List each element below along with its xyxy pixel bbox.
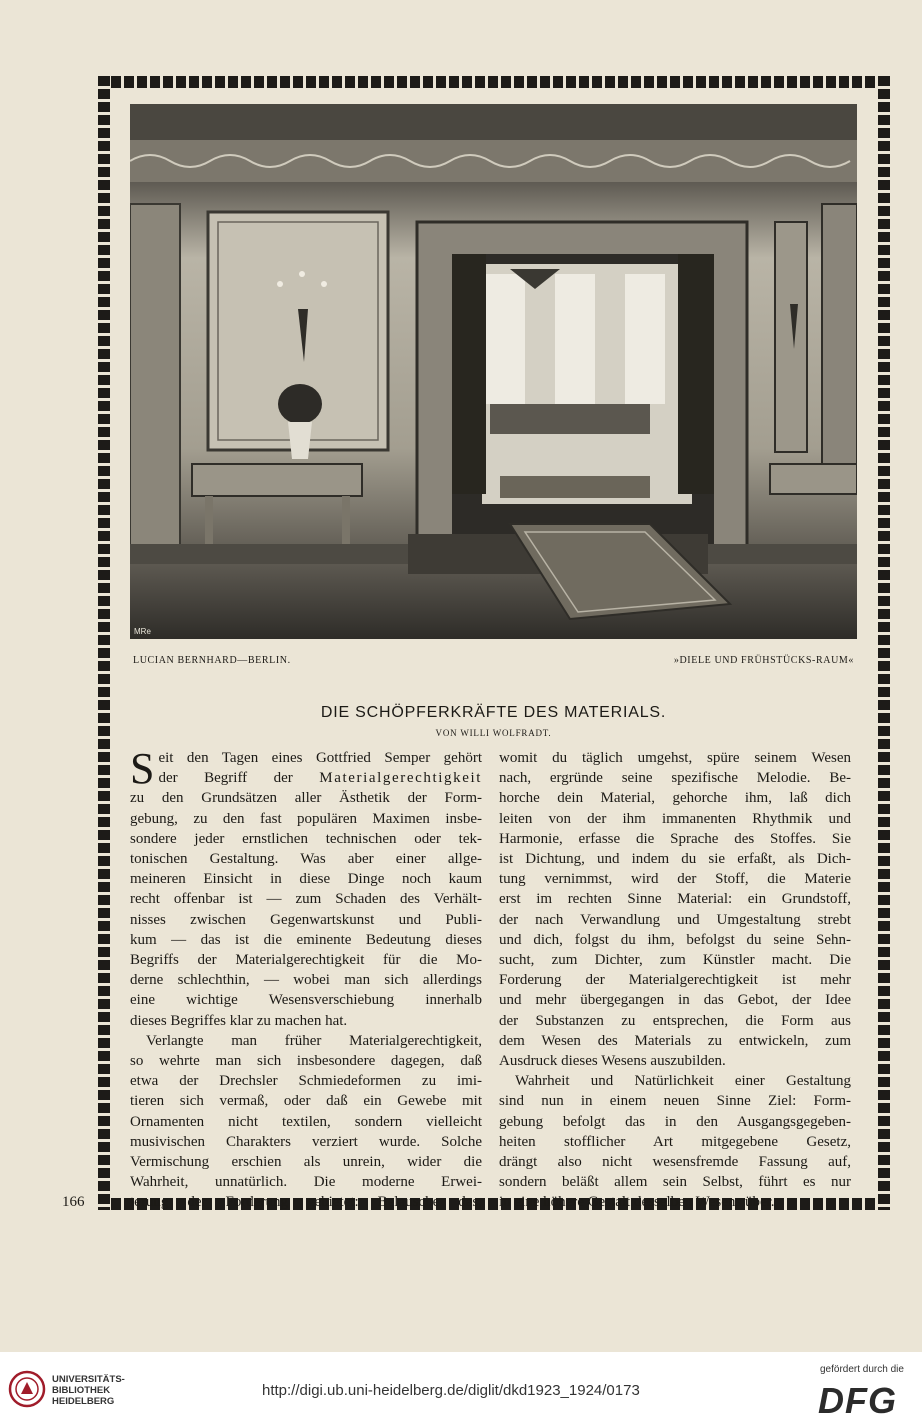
text-line: Verlangte man früher Materialgerechtigkeit, [146, 1032, 482, 1049]
text-line: und dich, folgst du ihm, befolgst du seine Sehn- [499, 931, 851, 948]
photo-caption-designer: LUCIAN BERNHARD—BERLIN. [133, 655, 291, 666]
text-line: eit den Tagen eines Gottfried Semper gehört [158, 750, 482, 766]
dfg-logo: DFG [818, 1380, 897, 1421]
text-line: sondere jeder ernstlichen technischen oder tek- [130, 830, 482, 847]
text-line: musivischen Charakters verziert wurde. Solche [130, 1133, 482, 1150]
institution-line: UNIVERSITÄTS- [52, 1374, 125, 1385]
text-line: zu den Grundsätzen aller Ästhetik der Form- [130, 790, 482, 807]
institution-name [52, 1374, 125, 1407]
ornamental-border-left [98, 76, 110, 1210]
text-line: womit du täglich umgehst, spüre seinem Wesen [499, 750, 851, 766]
text-line: recht offenbar ist — zum Schaden des Verhält- [130, 891, 482, 908]
text-line: Vermischung erschien als unrein, wider die [130, 1154, 482, 1171]
text-line: tieren sich vermaß, oder daß ein Gewebe mit [130, 1093, 482, 1110]
text-line: Wahrheit und Natürlichkeit einer Gestaltung [515, 1073, 851, 1090]
text-line: Wahrheit, unnatürlich. Die moderne Erwei- [130, 1174, 482, 1191]
text-line: kum — das ist die eminente Bedeutung dieses [130, 931, 482, 948]
permalink[interactable]: http://digi.ub.uni-heidelberg.de/diglit/dkd1923_1924/0173 [262, 1382, 640, 1399]
ornamental-border-top [98, 76, 890, 88]
interior-photograph [130, 104, 857, 639]
text-line: der Substanzen zu entsprechen, die Form aus [499, 1012, 851, 1029]
text-line: nisses zwischen Gegenwartskunst und Publi- [130, 911, 482, 928]
text-line: gebung, zu den fast populären Maximen insbe- [130, 810, 482, 827]
digitization-footer [0, 1352, 922, 1424]
text-line: nach, ergründe seine spezifische Melodie. Be- [499, 770, 851, 787]
text-line: in eine höhere Gestalt desselben Wesens über. [499, 1194, 775, 1211]
ornamental-border-right [878, 76, 890, 1210]
text-line: sucht, zum Dichter, zum Künstler macht. Die [499, 952, 851, 969]
text-line: eine wichtige Wesensverschiebung innerhalb [130, 992, 482, 1009]
text-line: derne schlechthin, — wobei man sich allerdings [130, 972, 482, 989]
photo-caption-room: »DIELE UND FRÜHSTÜCKS-RAUM« [673, 655, 854, 666]
text-line: Forderung der Materialgerechtigkeit ist mehr [499, 972, 851, 989]
funded-by-label: gefördert durch die [820, 1364, 904, 1375]
text-line: so wehrte man sich insbesondere dagegen, daß [130, 1053, 482, 1070]
text-line: tung vernimmst, wird der Stoff, die Materie [499, 871, 851, 888]
text-line: Ausdruck dieses Wesens auszubilden. [499, 1053, 726, 1070]
text-line: leiten von der ihm immanenten Rhythmik und [499, 810, 851, 827]
text-line: und mehr übergegangen in das Gebot, der Idee [499, 992, 851, 1009]
text-line: Ornamenten nicht textilen, sondern vielleicht [130, 1113, 482, 1130]
drop-cap: S [130, 744, 155, 793]
text-line: etwa der Drechsler Schmiedeformen zu imi- [130, 1073, 482, 1090]
text-line: meineren Einsicht in diese Dinge noch kaum [130, 871, 482, 888]
text-line: dem Wesen des Materials zu entwickeln, zum [499, 1032, 851, 1049]
article-title: DIE SCHÖPFERKRÄFTE DES MATERIALS. [320, 704, 667, 721]
text-line: Begriffs der Materialgerechtigkeit für die Mo- [130, 952, 482, 969]
text-line: horche dein Material, gehorche ihm, laß dich [499, 790, 851, 807]
text-line: der Begriff der Materialgerechtigkeit [158, 770, 482, 787]
university-seal-icon [8, 1370, 46, 1408]
page-number: 166 [62, 1194, 85, 1210]
institution-line: BIBLIOTHEK [52, 1385, 111, 1396]
text-column-left [130, 744, 482, 1213]
text-line: tonischen Gestaltung. Was aber einer allge- [130, 851, 482, 868]
text-column-right [499, 748, 851, 1213]
text-line: gebung befolgt das in den Ausgangsgegeben- [499, 1113, 851, 1130]
text-line: ist Dichtung, und indem du sie erfaßt, als Dich- [499, 851, 851, 868]
text-line: sind nun in einem neuen Sinne Ziel: Form- [499, 1093, 851, 1110]
spaced-term: Materialgerechtigkeit [319, 770, 482, 787]
article-byline: VON WILLI WOLFRADT. [435, 728, 552, 738]
text-line: heiten stofflicher Art mitgegebene Gesetz, [499, 1133, 851, 1150]
text-line: terung der Forderung gebietet: Belausche das, [130, 1194, 482, 1211]
text-line: sondern beläßt allem sein Selbst, führt es nur [499, 1174, 851, 1191]
text-line: drängt also nicht wesensfremde Fassung auf, [499, 1154, 851, 1171]
institution-line: HEIDELBERG [52, 1396, 115, 1407]
text-line: Harmonie, erfasse die Sprache des Stoffes. Sie [499, 830, 851, 847]
text-line: erst im rechten Sinne Material: ein Grundstoff, [499, 891, 851, 908]
text-line: dieses Begriffes klar zu machen hat. [130, 1012, 348, 1029]
photo-monogram: MRe [134, 627, 151, 636]
text-line: der nach Verwandlung und Umgestaltung strebt [499, 911, 851, 928]
